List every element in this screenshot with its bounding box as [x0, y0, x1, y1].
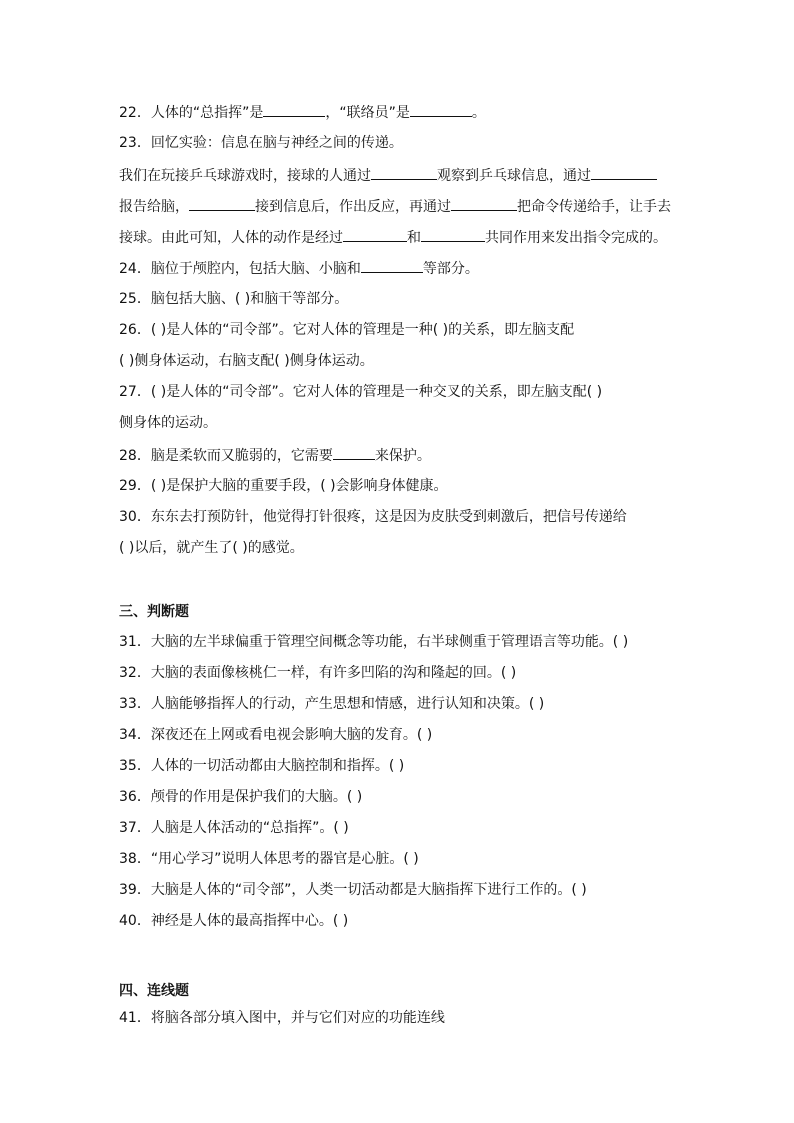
question-23-text: 观察到乒乓球信息，通过 [437, 168, 591, 184]
question-25: 25．脑包括大脑、( )和脑干等部分。 [119, 291, 349, 307]
question-31: 31．大脑的左半球偏重于管理空间概念等功能，右半球侧重于管理语言等功能。( ) [119, 634, 629, 650]
question-22-text: 。 [471, 105, 486, 121]
question-30-line-1: 30．东东去打预防针，他觉得打针很疼，这是因为皮肤受到刺激后，把信号传递给 [119, 509, 627, 525]
question-38: 38．“用心学习”说明人体思考的器官是心脏。( ) [119, 851, 419, 867]
question-29: 29．( )是保护大脑的重要手段，( )会影响身体健康。 [119, 478, 448, 494]
question-22 [119, 102, 486, 122]
question-28-text: 来保护。 [374, 448, 431, 464]
question-23-text: 接到信息后，作出反应，再通过 [255, 199, 451, 215]
question-36: 36．颅骨的作用是保护我们的大脑。( ) [119, 789, 363, 805]
question-23-line-3 [119, 227, 667, 247]
question-24-text: 24．脑位于颅腔内，包括大脑、小脑和 [119, 261, 361, 277]
question-23-text: 共同作用来发出指令完成的。 [485, 230, 667, 246]
question-26-line-2: ( )侧身体运动，右脑支配( )侧身体运动。 [119, 353, 374, 369]
question-23: 23．回忆实验：信息在脑与神经之间的传递。 [119, 135, 403, 151]
question-22-text: 22．人体的“总指挥”是 [119, 105, 264, 121]
question-28 [119, 445, 431, 465]
question-23-text: 报告给脑， [119, 199, 189, 215]
question-34: 34．深夜还在上网或看电视会影响大脑的发育。( ) [119, 727, 433, 743]
question-40: 40．神经是人体的最高指挥中心。( ) [119, 913, 349, 929]
question-24 [119, 258, 479, 278]
question-24-text: 等部分。 [422, 261, 479, 277]
question-22-text: ，“联络员”是 [325, 105, 410, 121]
question-23-text: 我们在玩接乒乓球游戏时，接球的人通过 [119, 168, 371, 184]
question-32: 32．大脑的表面像核桃仁一样，有许多凹陷的沟和隆起的回。( ) [119, 665, 517, 681]
question-23-line-1 [119, 165, 657, 185]
answer-blank[interactable] [189, 196, 255, 211]
question-30-line-2: ( )以后，就产生了( )的感觉。 [119, 540, 304, 556]
question-41: 41．将脑各部分填入图中，并与它们对应的功能连线 [119, 1010, 445, 1026]
section-heading-matching: 四、连线题 [119, 983, 189, 999]
answer-blank[interactable] [343, 227, 407, 242]
question-23-text: 接球。由此可知，人体的动作是经过 [119, 230, 343, 246]
answer-blank[interactable] [333, 445, 375, 460]
answer-blank[interactable] [591, 165, 657, 180]
answer-blank[interactable] [361, 258, 423, 273]
question-23-text: 把命令传递给手，让手去 [517, 199, 671, 215]
question-39: 39．大脑是人体的“司令部”，人类一切活动都是大脑指挥下进行工作的。( ) [119, 882, 587, 898]
question-37: 37．人脑是人体活动的“总指挥”。( ) [119, 820, 349, 836]
question-35: 35．人体的一切活动都由大脑控制和指挥。( ) [119, 758, 405, 774]
question-28-text: 28．脑是柔软而又脆弱的，它需要 [119, 448, 333, 464]
question-23-text: 和 [407, 230, 421, 246]
question-33: 33．人脑能够指挥人的行动，产生思想和情感，进行认知和决策。( ) [119, 696, 545, 712]
answer-blank[interactable] [263, 102, 325, 117]
answer-blank[interactable] [410, 102, 472, 117]
answer-blank[interactable] [451, 196, 517, 211]
question-27-line-1: 27．( )是人体的“司令部”。它对人体的管理是一种交叉的关系，即左脑支配( ) [119, 384, 603, 400]
question-26-line-1: 26．( )是人体的“司令部”。它对人体的管理是一种( )的关系，即左脑支配 [119, 322, 575, 338]
answer-blank[interactable] [421, 227, 485, 242]
question-23-line-2 [119, 196, 671, 216]
answer-blank[interactable] [371, 165, 437, 180]
section-heading-judgment: 三、判断题 [119, 604, 189, 620]
question-27-line-2: 侧身体的运动。 [119, 415, 217, 431]
